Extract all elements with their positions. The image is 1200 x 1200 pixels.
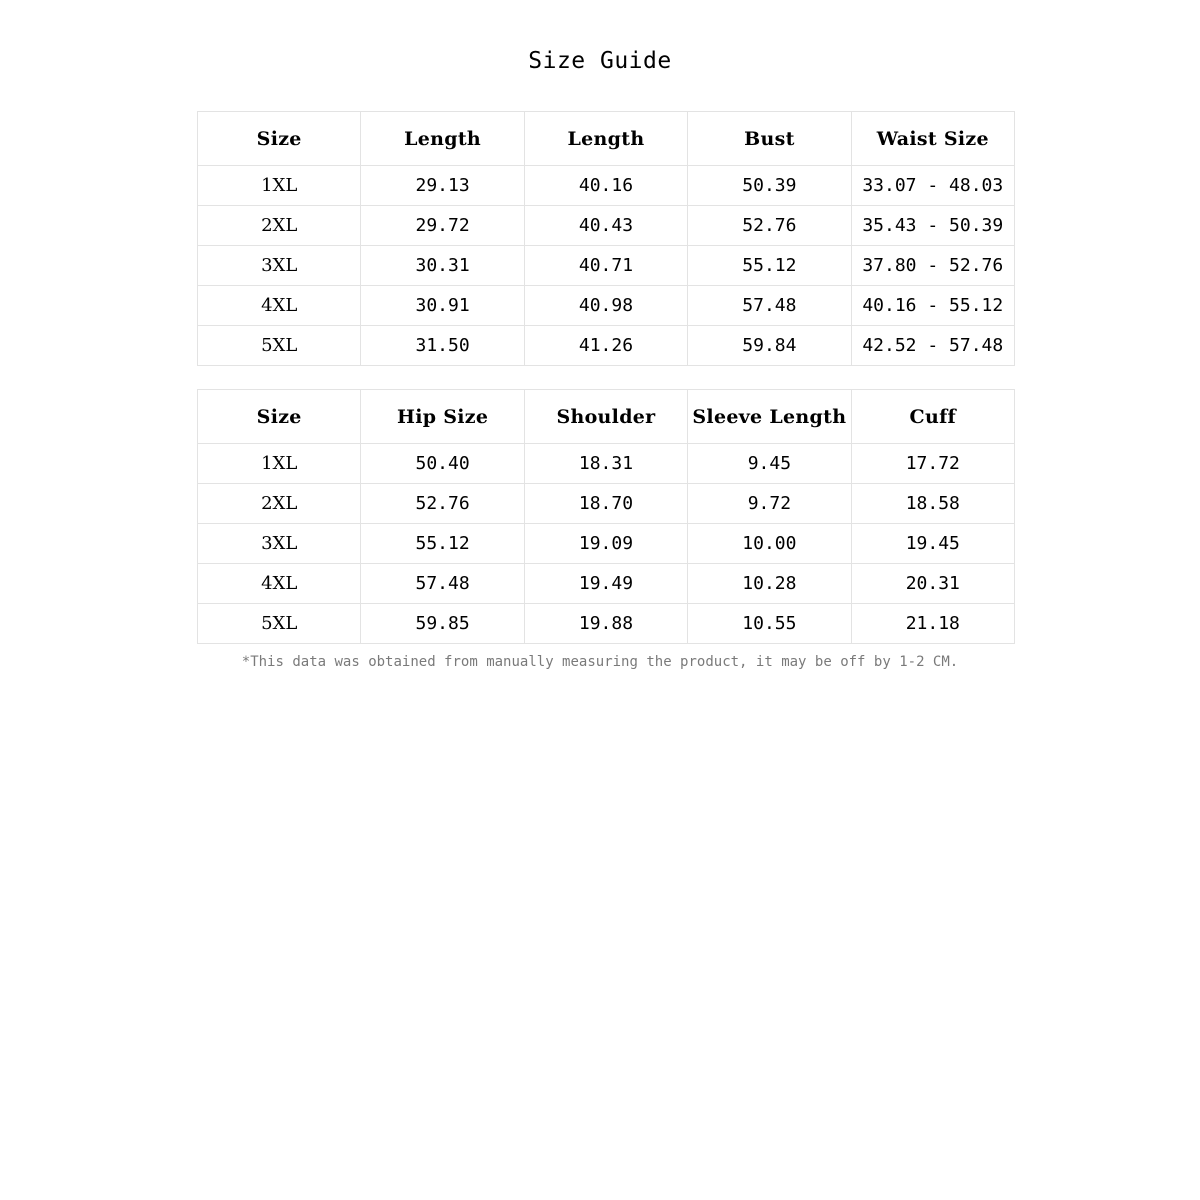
size-cell: 4XL bbox=[198, 564, 361, 604]
table-cell: 35.43 - 50.39 bbox=[851, 206, 1014, 246]
table-row bbox=[198, 286, 1015, 326]
table-cell: 40.43 bbox=[524, 206, 687, 246]
table-cell: 9.72 bbox=[688, 484, 851, 524]
table-cell: 10.00 bbox=[688, 524, 851, 564]
table-row bbox=[198, 206, 1015, 246]
size-cell: 1XL bbox=[198, 166, 361, 206]
table-cell: 18.58 bbox=[851, 484, 1014, 524]
table-cell: 10.28 bbox=[688, 564, 851, 604]
size-cell: 3XL bbox=[198, 524, 361, 564]
table-row bbox=[198, 484, 1015, 524]
table-cell: 40.16 - 55.12 bbox=[851, 286, 1014, 326]
table-cell: 19.88 bbox=[524, 604, 687, 644]
table-row bbox=[198, 524, 1015, 564]
column-header: Length bbox=[361, 112, 524, 166]
column-header: Hip Size bbox=[361, 390, 524, 444]
table-cell: 52.76 bbox=[688, 206, 851, 246]
column-header: Size bbox=[198, 390, 361, 444]
table-cell: 9.45 bbox=[688, 444, 851, 484]
table-cell: 18.31 bbox=[524, 444, 687, 484]
size-cell: 5XL bbox=[198, 326, 361, 366]
size-cell: 2XL bbox=[198, 484, 361, 524]
table-cell: 21.18 bbox=[851, 604, 1014, 644]
table-cell: 40.98 bbox=[524, 286, 687, 326]
size-cell: 1XL bbox=[198, 444, 361, 484]
column-header: Length bbox=[524, 112, 687, 166]
table-cell: 57.48 bbox=[688, 286, 851, 326]
table-cell: 55.12 bbox=[688, 246, 851, 286]
page-title: Size Guide bbox=[528, 48, 672, 74]
table-cell: 57.48 bbox=[361, 564, 524, 604]
size-cell: 4XL bbox=[198, 286, 361, 326]
table-cell: 10.55 bbox=[688, 604, 851, 644]
column-header: Waist Size bbox=[851, 112, 1014, 166]
table-cell: 19.09 bbox=[524, 524, 687, 564]
size-cell: 2XL bbox=[198, 206, 361, 246]
table-cell: 37.80 - 52.76 bbox=[851, 246, 1014, 286]
size-cell: 3XL bbox=[198, 246, 361, 286]
table-cell: 18.70 bbox=[524, 484, 687, 524]
table-cell: 17.72 bbox=[851, 444, 1014, 484]
table-row bbox=[198, 166, 1015, 206]
size-table-upper bbox=[197, 111, 1015, 366]
column-header: Sleeve Length bbox=[688, 390, 851, 444]
table-header-row bbox=[198, 112, 1015, 166]
table-cell: 50.39 bbox=[688, 166, 851, 206]
table-cell: 55.12 bbox=[361, 524, 524, 564]
column-header: Shoulder bbox=[524, 390, 687, 444]
table-cell: 33.07 - 48.03 bbox=[851, 166, 1014, 206]
size-cell: 5XL bbox=[198, 604, 361, 644]
table-cell: 29.13 bbox=[361, 166, 524, 206]
table-row bbox=[198, 604, 1015, 644]
column-header: Size bbox=[198, 112, 361, 166]
table-cell: 40.16 bbox=[524, 166, 687, 206]
measurement-disclaimer: *This data was obtained from manually measuring the product, it may be off by 1-2 CM. bbox=[241, 654, 959, 670]
column-header: Cuff bbox=[851, 390, 1014, 444]
table-cell: 41.26 bbox=[524, 326, 687, 366]
table-cell: 40.71 bbox=[524, 246, 687, 286]
table-row bbox=[198, 326, 1015, 366]
table-cell: 20.31 bbox=[851, 564, 1014, 604]
table-cell: 59.84 bbox=[688, 326, 851, 366]
table-cell: 52.76 bbox=[361, 484, 524, 524]
table-cell: 30.31 bbox=[361, 246, 524, 286]
table-cell: 30.91 bbox=[361, 286, 524, 326]
table-header-row bbox=[198, 390, 1015, 444]
table-cell: 19.49 bbox=[524, 564, 687, 604]
table-cell: 31.50 bbox=[361, 326, 524, 366]
table-row bbox=[198, 564, 1015, 604]
table-cell: 19.45 bbox=[851, 524, 1014, 564]
size-table-lower bbox=[197, 389, 1015, 644]
column-header: Bust bbox=[688, 112, 851, 166]
table-cell: 50.40 bbox=[361, 444, 524, 484]
table-cell: 42.52 - 57.48 bbox=[851, 326, 1014, 366]
table-cell: 59.85 bbox=[361, 604, 524, 644]
table-row bbox=[198, 246, 1015, 286]
table-row bbox=[198, 444, 1015, 484]
table-cell: 29.72 bbox=[361, 206, 524, 246]
